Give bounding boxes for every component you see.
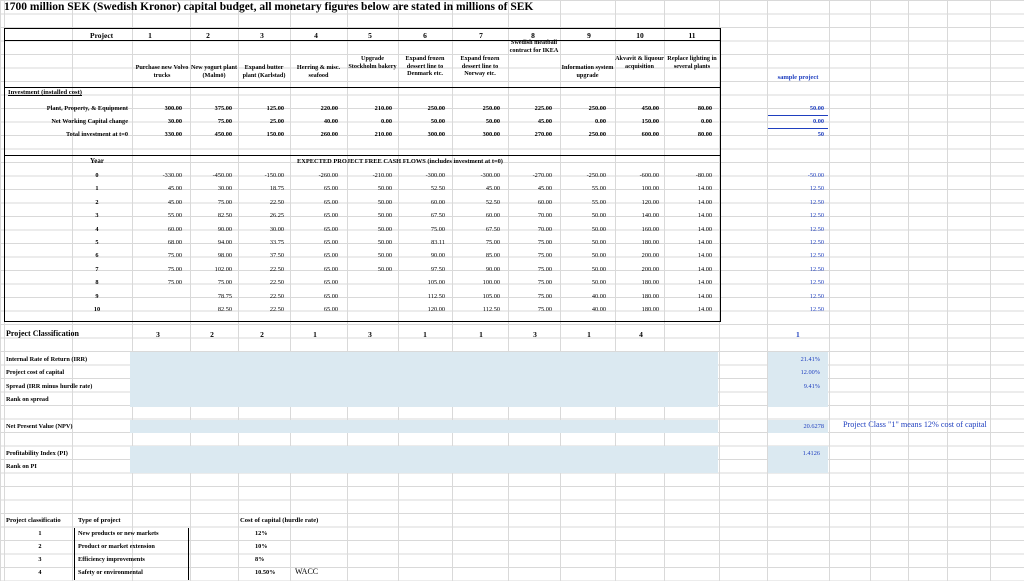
project-name: Akvavit & liquour acquisition — [615, 55, 664, 70]
cashflow-cell[interactable]: -450.00 — [212, 172, 232, 179]
cashflow-cell[interactable]: 60.00 — [537, 198, 552, 206]
cashflow-cell[interactable]: -80.00 — [695, 172, 712, 179]
legend-type: Efficiency improvements — [78, 556, 145, 563]
legend-type: Product or market extension — [78, 543, 155, 550]
cashflow-cell[interactable]: 180.00 — [641, 306, 659, 313]
cashflow-heading: EXPECTED PROJECT FREE CASH FLOWS (includes investment at t=0) — [297, 158, 503, 165]
cashflow-cell[interactable]: 22.50 — [269, 198, 284, 206]
cashflow-cell[interactable]: 65.00 — [323, 239, 338, 246]
cashflow-cell[interactable]: 65.00 — [323, 252, 338, 260]
page-title: 1700 million SEK (Swedish Kronor) capital budget, all monetary figures below are stated in millions of SEK — [4, 1, 534, 13]
cashflow-cell[interactable]: 100.00 — [641, 185, 659, 193]
cashflow-cell[interactable]: 45.00 — [537, 185, 552, 193]
cashflow-cell[interactable]: 50.00 — [591, 212, 606, 220]
investment-row-label: Plant, Property, & Equipment — [46, 105, 128, 112]
irr-block-label: Project cost of capital — [6, 369, 65, 377]
classification-cell[interactable]: 3 — [156, 330, 160, 339]
project-number: 11 — [688, 31, 696, 40]
cashflow-cell[interactable]: 83.11 — [431, 239, 445, 246]
project-header-label: Project — [90, 31, 114, 40]
cashflow-cell[interactable]: 200.00 — [641, 252, 659, 260]
cashflow-cell[interactable]: 75.00 — [217, 198, 232, 206]
project-number: 1 — [148, 31, 152, 40]
investment-cell[interactable]: 50.00 — [485, 118, 500, 125]
cashflow-cell[interactable]: 22.50 — [269, 279, 284, 287]
legend-rate: 10.50% — [255, 569, 276, 576]
legend-type: New products or new markets — [78, 530, 159, 537]
investment-cell[interactable]: 450.00 — [214, 131, 232, 138]
cashflow-cell[interactable]: 120.00 — [641, 198, 659, 206]
cashflow-cell[interactable]: 90.00 — [430, 252, 445, 260]
cashflow-cell[interactable]: 82.50 — [217, 306, 232, 313]
cashflow-cell[interactable]: 14.00 — [697, 239, 712, 246]
investment-cell[interactable]: 300.00 — [427, 131, 445, 138]
sample-investment-cell[interactable]: 50 — [817, 131, 824, 138]
legend-col2-header: Type of project — [78, 517, 121, 524]
cashflow-cell[interactable]: 65.00 — [323, 225, 338, 233]
cashflow-cell[interactable]: 200.00 — [641, 265, 659, 273]
cashflow-cell[interactable]: 14.00 — [697, 225, 712, 233]
classification-cell[interactable]: 1 — [587, 330, 591, 339]
sample-project-label: sample project — [777, 74, 819, 81]
sample-cashflow-cell[interactable]: 12.50 — [809, 279, 824, 287]
column-gridline — [990, 0, 991, 581]
cashflow-cell[interactable]: 65.00 — [323, 198, 338, 206]
investment-cell[interactable]: 150.00 — [641, 118, 659, 125]
investment-heading: Investment (installed cost) — [8, 89, 82, 96]
investment-cell[interactable]: 50.00 — [430, 118, 445, 125]
cashflow-cell[interactable]: 33.75 — [269, 239, 284, 246]
cashflow-cell[interactable]: 75.00 — [537, 292, 552, 300]
cashflow-cell[interactable]: 60.00 — [167, 225, 182, 233]
cashflow-cell[interactable]: 68.00 — [167, 239, 182, 246]
cashflow-cell[interactable]: 50.00 — [377, 185, 392, 193]
project-name: Purchase new Volvo trucks — [135, 64, 189, 79]
sample-classification: 1 — [796, 330, 800, 339]
investment-cell[interactable]: 220.00 — [320, 105, 338, 112]
cashflow-cell[interactable]: 37.50 — [269, 252, 284, 260]
classification-cell[interactable]: 2 — [260, 330, 264, 339]
investment-cell[interactable]: 250.00 — [427, 105, 445, 112]
sample-cashflow-cell[interactable]: -50.00 — [807, 172, 824, 179]
sample-npv: 20.6278 — [803, 423, 824, 430]
cashflow-cell[interactable]: 14.00 — [697, 252, 712, 260]
cashflow-cell[interactable]: 50.00 — [377, 225, 392, 233]
cashflow-cell[interactable]: 50.00 — [377, 212, 392, 220]
irr-input-band[interactable] — [130, 352, 718, 407]
investment-cell[interactable]: 450.00 — [641, 105, 659, 112]
cashflow-cell[interactable]: 70.00 — [537, 212, 552, 220]
legend-col1-header: Project classificatio — [6, 517, 61, 524]
investment-cell[interactable]: 75.00 — [217, 118, 232, 125]
cashflow-cell[interactable]: 55.00 — [591, 198, 606, 206]
sample-cashflow-cell[interactable]: 12.50 — [809, 292, 824, 300]
project-name: Expand frozen dessert line to Norway etc. — [460, 55, 500, 77]
investment-cell[interactable]: 250.00 — [482, 105, 500, 112]
investment-cell[interactable]: 125.00 — [266, 105, 284, 112]
npv-input-band[interactable] — [130, 420, 718, 433]
investment-cell[interactable]: 260.00 — [320, 131, 338, 138]
pi-block-label: Profitability Index (PI) — [6, 450, 68, 457]
cashflow-cell[interactable]: 75.00 — [537, 306, 552, 313]
project-number: 10 — [636, 31, 644, 40]
cashflow-year: 8 — [95, 279, 99, 287]
legend-col3-header: Cost of capital (hurdle rate) — [240, 517, 319, 524]
cashflow-cell[interactable]: -300.00 — [480, 172, 500, 179]
cashflow-cell[interactable]: 75.00 — [167, 265, 182, 273]
investment-cell[interactable]: 150.00 — [266, 131, 284, 138]
classification-cell[interactable]: 3 — [533, 330, 537, 339]
pi-input-band[interactable] — [130, 446, 718, 473]
project-name: Information system upgrade — [561, 64, 614, 79]
cashflow-cell[interactable]: 52.50 — [430, 185, 445, 193]
cashflow-cell[interactable]: 75.00 — [217, 279, 232, 287]
classification-cell[interactable]: 1 — [479, 330, 483, 339]
cashflow-cell[interactable]: 85.00 — [485, 252, 500, 260]
cashflow-cell[interactable]: 90.00 — [217, 225, 232, 233]
legend-class-number: 3 — [38, 556, 42, 563]
sample-irr-value: 21.41% — [800, 356, 820, 363]
cashflow-cell[interactable]: 75.00 — [167, 252, 182, 260]
cashflow-cell[interactable]: 40.00 — [591, 306, 606, 313]
classification-cell[interactable]: 3 — [368, 330, 372, 339]
cashflow-cell[interactable]: 14.00 — [697, 292, 712, 300]
legend-type: Safety or environmental — [78, 569, 143, 576]
sample-cashflow-cell[interactable]: 12.50 — [809, 239, 824, 246]
cashflow-cell[interactable]: 65.00 — [323, 185, 338, 193]
investment-cell[interactable]: 210.00 — [374, 105, 392, 112]
cashflow-cell[interactable]: 97.50 — [430, 265, 445, 273]
investment-cell[interactable]: 250.00 — [588, 131, 606, 138]
project-number: 4 — [314, 31, 318, 40]
cashflow-cell[interactable]: 14.00 — [697, 265, 712, 273]
investment-cell[interactable]: 250.00 — [588, 105, 606, 112]
project-name: Replace lighting in several plants — [667, 55, 717, 70]
cashflow-cell[interactable]: -600.00 — [639, 172, 659, 179]
cashflow-cell[interactable]: 26.25 — [269, 212, 284, 220]
cashflow-cell[interactable]: 45.00 — [167, 185, 182, 193]
cashflow-cell[interactable]: 18.75 — [269, 185, 284, 193]
cashflow-cell[interactable]: 102.00 — [214, 265, 232, 273]
investment-cell[interactable]: 375.00 — [214, 105, 232, 112]
classification-cell[interactable]: 2 — [210, 330, 214, 339]
npv-label: Net Present Value (NPV) — [6, 423, 73, 430]
cashflow-cell[interactable]: -300.00 — [425, 172, 445, 179]
cashflow-year: 3 — [95, 212, 99, 220]
cashflow-cell[interactable]: 180.00 — [641, 239, 659, 246]
cashflow-year: 5 — [95, 239, 99, 246]
cashflow-cell[interactable]: 180.00 — [641, 292, 659, 300]
cashflow-cell[interactable]: 160.00 — [641, 225, 659, 233]
sample-cashflow-cell[interactable]: 12.50 — [809, 252, 824, 260]
project-name: Herring & misc. seafood — [296, 64, 341, 79]
sample-irr-value: 9.41% — [803, 382, 820, 390]
cashflow-cell[interactable]: 75.00 — [167, 279, 182, 287]
irr-block-label: Spread (IRR minus hurdle rate) — [6, 382, 93, 390]
cashflow-cell[interactable]: 78.75 — [217, 292, 232, 300]
sample-cashflow-cell[interactable]: 12.50 — [809, 306, 824, 313]
column-gridline — [870, 0, 871, 581]
cashflow-year: 0 — [95, 172, 99, 179]
sample-pi: 1.4126 — [802, 450, 820, 457]
cashflow-year: 6 — [95, 252, 99, 260]
cashflow-cell[interactable]: 22.50 — [269, 292, 284, 300]
column-gridline — [767, 0, 768, 581]
cashflow-cell[interactable]: 75.00 — [485, 239, 500, 246]
cashflow-cell[interactable]: 55.00 — [167, 212, 182, 220]
cashflow-cell[interactable]: 70.00 — [537, 225, 552, 233]
cashflow-cell[interactable]: 52.50 — [485, 198, 500, 206]
classification-cell[interactable]: 4 — [639, 330, 643, 339]
project-number: 9 — [587, 31, 591, 40]
cashflow-cell[interactable]: 98.00 — [217, 252, 232, 260]
classification-cell[interactable]: 1 — [313, 330, 317, 339]
investment-cell[interactable]: 270.00 — [534, 131, 552, 138]
cashflow-cell[interactable]: 65.00 — [323, 292, 338, 300]
sample-investment-cell[interactable]: 0.00 — [812, 118, 824, 125]
cashflow-cell[interactable]: 14.00 — [697, 185, 712, 193]
investment-cell[interactable]: 0.00 — [594, 118, 606, 125]
cashflow-year: 7 — [95, 265, 99, 273]
cashflow-cell[interactable]: 50.00 — [591, 252, 606, 260]
cashflow-cell[interactable]: 75.00 — [537, 279, 552, 287]
cashflow-cell[interactable]: 50.00 — [377, 265, 392, 273]
cashflow-cell[interactable]: 65.00 — [323, 212, 338, 220]
investment-cell[interactable]: 300.00 — [164, 105, 182, 112]
project-number: 2 — [206, 31, 210, 40]
cashflow-cell[interactable]: -250.00 — [586, 172, 606, 179]
cashflow-cell[interactable]: 45.00 — [485, 185, 500, 193]
year-header: Year — [90, 157, 104, 165]
cashflow-cell[interactable]: 45.00 — [167, 198, 182, 206]
cashflow-cell[interactable]: 60.00 — [485, 212, 500, 220]
classification-label: Project Classification — [6, 329, 79, 338]
cashflow-cell[interactable]: 65.00 — [323, 265, 338, 273]
legend-table-border — [74, 528, 189, 580]
cashflow-cell[interactable]: 50.00 — [591, 279, 606, 287]
npv-note: Project Class "1" means 12% cost of capital — [843, 420, 987, 429]
project-name: Expand butter plant (Karlstad) — [242, 64, 286, 79]
cashflow-cell[interactable]: 67.50 — [430, 212, 445, 220]
classification-cell[interactable]: 1 — [423, 330, 427, 339]
cashflow-cell[interactable]: 75.00 — [537, 252, 552, 260]
sample-cashflow-cell[interactable]: 12.50 — [809, 185, 824, 193]
sample-cashflow-cell[interactable]: 12.50 — [809, 212, 824, 220]
cashflow-cell[interactable]: 30.00 — [217, 185, 232, 193]
cashflow-cell[interactable]: 105.00 — [482, 292, 500, 300]
sample-cashflow-cell[interactable]: 12.50 — [809, 265, 824, 273]
cashflow-cell[interactable]: 40.00 — [591, 292, 606, 300]
cashflow-cell[interactable]: 90.00 — [485, 265, 500, 273]
investment-cell[interactable]: 80.00 — [697, 105, 712, 112]
cashflow-cell[interactable]: 22.50 — [269, 265, 284, 273]
cashflow-year: 2 — [95, 198, 99, 206]
investment-cell[interactable]: 210.00 — [374, 131, 392, 138]
investment-row-label: Net Working Capital change — [51, 118, 128, 125]
cashflow-year: 10 — [93, 306, 101, 313]
cashflow-cell[interactable]: 112.50 — [427, 292, 445, 300]
cashflow-cell[interactable]: 180.00 — [641, 279, 659, 287]
cashflow-cell[interactable]: -210.00 — [372, 172, 392, 179]
cashflow-cell[interactable]: 65.00 — [323, 306, 338, 313]
pi-block-label: Rank on PI — [6, 463, 37, 471]
cashflow-cell[interactable]: 50.00 — [377, 239, 392, 246]
cashflow-cell[interactable]: 14.00 — [697, 198, 712, 206]
cashflow-cell[interactable]: 50.00 — [591, 265, 606, 273]
cashflow-cell[interactable]: 65.00 — [323, 279, 338, 287]
sample-irr-value: 12.00% — [800, 369, 820, 377]
cashflow-cell[interactable]: -270.00 — [532, 172, 552, 179]
cashflow-cell[interactable]: -330.00 — [162, 172, 182, 179]
cashflow-cell[interactable]: 105.00 — [427, 279, 445, 287]
legend-rate: 10% — [255, 543, 268, 550]
investment-cell[interactable]: 30.00 — [167, 118, 182, 125]
project-number: 7 — [479, 31, 483, 40]
investment-cell[interactable]: 300.00 — [482, 131, 500, 138]
legend-rate: 12% — [255, 530, 268, 537]
sample-investment-cell[interactable]: 50.00 — [809, 105, 824, 112]
legend-class-number: 4 — [38, 569, 42, 576]
cashflow-cell[interactable]: 55.00 — [591, 185, 606, 193]
project-number: 6 — [423, 31, 427, 40]
cashflow-cell[interactable]: 50.00 — [591, 239, 606, 246]
cashflow-year: 4 — [95, 225, 99, 233]
project-name: Upgrade Stockholm bakery — [348, 55, 397, 70]
cashflow-cell[interactable]: -260.00 — [318, 172, 338, 179]
investment-cell[interactable]: 25.00 — [269, 118, 284, 125]
legend-rate: 8% — [255, 556, 265, 563]
cashflow-cell[interactable]: 50.00 — [591, 225, 606, 233]
irr-block-label: Internal Rate of Return (IRR) — [6, 356, 88, 363]
cashflow-cell[interactable]: 14.00 — [697, 306, 712, 313]
cashflow-cell[interactable]: 94.00 — [217, 239, 232, 246]
investment-cell[interactable]: 600.00 — [641, 131, 659, 138]
project-number: 3 — [260, 31, 264, 40]
cashflow-cell[interactable]: 60.00 — [430, 198, 445, 206]
project-name: Swedish meatball contract for IKEA — [509, 39, 559, 54]
cashflow-cell[interactable]: 120.00 — [427, 306, 445, 313]
cashflow-year: 9 — [95, 292, 99, 300]
cashflow-cell[interactable]: 67.50 — [485, 225, 500, 233]
investment-row-label: Total investment at t=0 — [66, 131, 128, 138]
cashflow-cell[interactable]: 75.00 — [430, 225, 445, 233]
legend-class-number: 1 — [38, 530, 42, 537]
cashflow-cell[interactable]: 100.00 — [482, 279, 500, 287]
cashflow-cell[interactable]: 14.00 — [697, 212, 712, 220]
column-gridline — [908, 0, 909, 581]
cashflow-cell[interactable]: 75.00 — [537, 265, 552, 273]
investment-cell[interactable]: 40.00 — [323, 118, 338, 125]
sample-cashflow-cell[interactable]: 12.50 — [809, 198, 824, 206]
cashflow-cell[interactable]: 112.50 — [482, 306, 500, 313]
investment-cell[interactable]: 0.00 — [700, 118, 712, 125]
cashflow-cell[interactable]: 50.00 — [377, 198, 392, 206]
cashflow-year: 1 — [95, 185, 99, 193]
wacc-label: WACC — [295, 567, 319, 576]
investment-cell[interactable]: 225.00 — [534, 105, 552, 112]
irr-block-label: Rank on spread — [6, 395, 49, 403]
cashflow-cell[interactable]: 50.00 — [377, 252, 392, 260]
legend-class-number: 2 — [38, 543, 42, 550]
column-gridline — [947, 0, 948, 581]
cashflow-cell[interactable]: 30.00 — [269, 225, 284, 233]
project-name: Expand frozen dessert line to Denmark etc. — [405, 55, 445, 77]
cashflow-cell[interactable]: 14.00 — [697, 279, 712, 287]
cashflow-cell[interactable]: -150.00 — [264, 172, 284, 179]
cashflow-cell[interactable]: 82.50 — [217, 212, 232, 220]
investment-cell[interactable]: 0.00 — [380, 118, 392, 125]
project-number: 5 — [368, 31, 372, 40]
cashflow-cell[interactable]: 140.00 — [641, 212, 659, 220]
investment-cell[interactable]: 330.00 — [164, 131, 182, 138]
project-number: 8 — [531, 31, 535, 40]
cashflow-cell[interactable]: 22.50 — [269, 306, 284, 313]
cashflow-cell[interactable]: 75.00 — [537, 239, 552, 246]
sample-cashflow-cell[interactable]: 12.50 — [809, 225, 824, 233]
project-name: New yogurt plant (Malmö) — [190, 64, 238, 79]
investment-cell[interactable]: 45.00 — [537, 118, 552, 125]
column-gridline — [829, 0, 830, 581]
investment-cell[interactable]: 80.00 — [697, 131, 712, 138]
